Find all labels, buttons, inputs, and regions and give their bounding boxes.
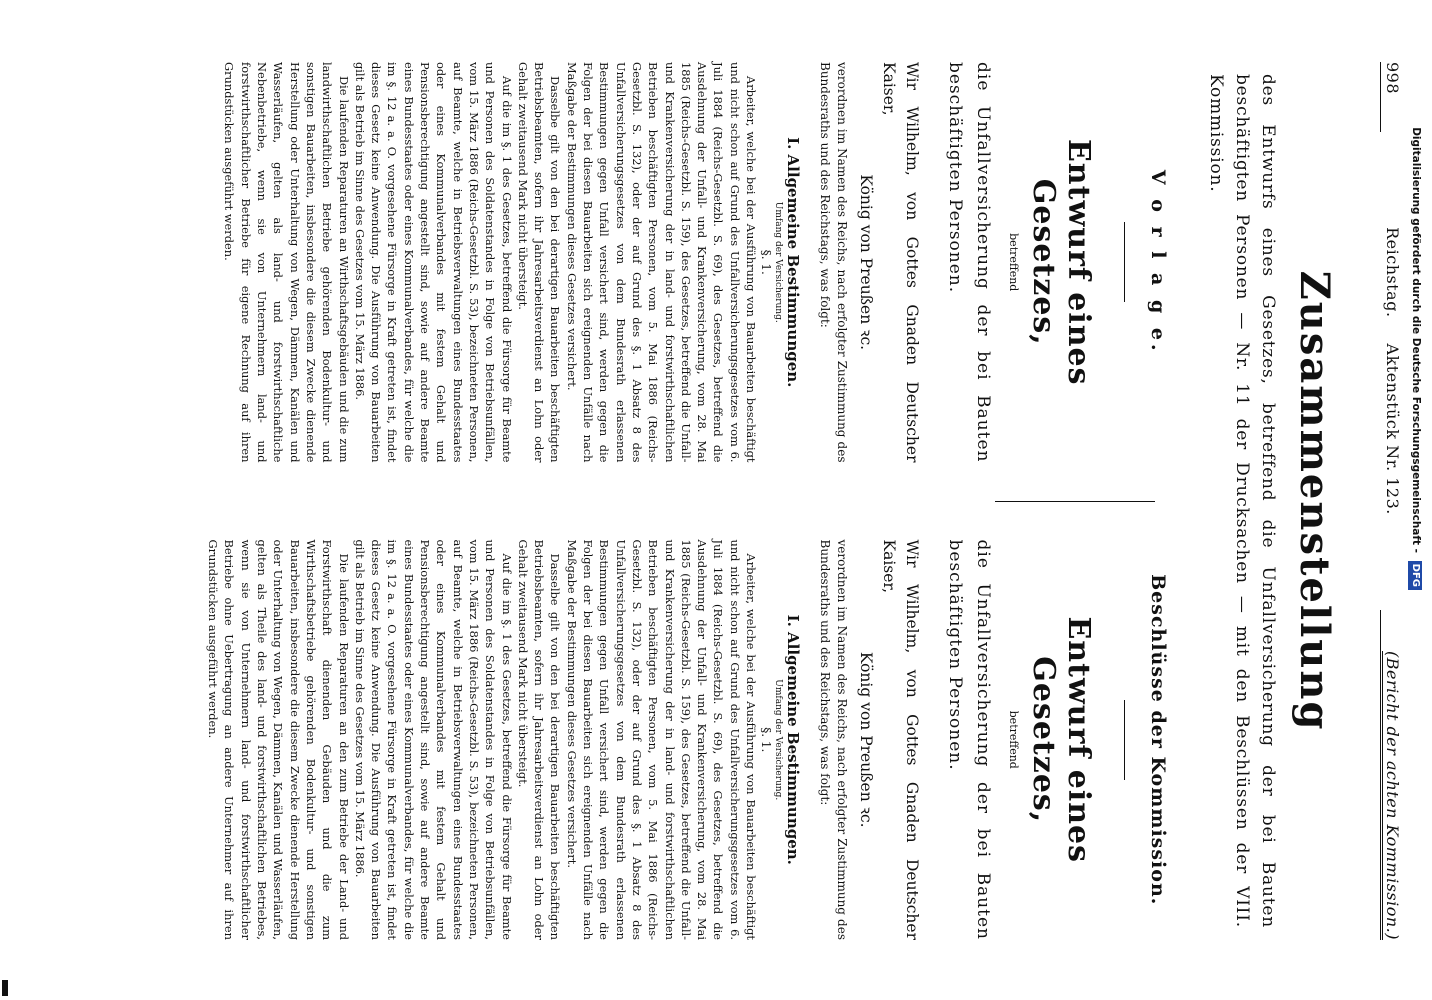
preamble-name: Wir Wilhelm, von Gottes Gnaden Deutscher Kaiser,	[880, 539, 921, 940]
running-head-reichstag: Reichstag.	[1383, 227, 1402, 318]
document-title: Zusammenstellung	[1291, 270, 1338, 732]
paragraph-mark: §. 1.	[759, 249, 773, 275]
preamble-verordnen: verordnen im Namen des Reichs, nach erfolgter Zustimmung des Bundesraths und des Reichstags, was folgt:	[818, 539, 849, 940]
section-title: I. Allgemeine Bestimmungen.	[784, 137, 802, 388]
column-beschluesse	[205, 540, 1195, 941]
section-subtitle: Umfang der Versicherung.	[773, 679, 783, 801]
column-heading-vorlage: V o r l a g e.	[1147, 169, 1169, 355]
column-heading-beschluesse: Beschlüsse der Kommission.	[1147, 574, 1169, 906]
paragraph: Die laufenden Reparaturen an Wirthschaftsgebäuden und die zum landwirthschaftlichen Betriebe gehörenden Bodenkultur- und sonstigen Bauarbeiten, insbesondere die diesem Zwecke dienende Herstellung oder Unterhaltung von Wegen, Dämmen, Kanälen und Wasserläufen, gelten als land- und forstwirthschaftliche Nebenbetriebe, wenn sie von Unternehmern land- und forstwirthschaftlicher Betriebe für eigene Rechnung auf ihren Grundstücken ausgeführt werden.	[222, 62, 351, 463]
dfg-logo: DFG	[1408, 561, 1422, 590]
paragraph: Dasselbe gilt von den bei derartigen Bauarbeiten beschäftigten Betriebsbeamten, sofern ihr Jahresarbeitsverdienst an Lohn oder Gehalt zweitausend Mark nicht übersteigt.	[515, 62, 563, 463]
paragraph: Die laufenden Reparaturen an den zum Betriebe der Land- und Forstwirthschaft dienenden Gebäuden und die zum Wirthschaftsbetriebe gehörenden Bodenkultur- und sonstigen Bauarbeiten, insbesondere die diesem Zwecke dienende Herstellung oder Unterhaltung von Wegen, Dämmen, Kanälen und Wasserläufen, gelten als Theile des land- und forstwirthschaftlichen Betriebes, wenn sie von Unternehmern land- und forstwirthschaftlicher Betriebe ohne Uebertragung an andere Unternehmer auf ihren Grundstücken ausgeführt werden.	[206, 539, 351, 940]
paragraph: Auf die im §. 1 des Gesetzes, betreffend die Fürsorge für Beamte und Personen des Soldatenstandes in Folge von Betriebsunfällen, vom 15. März 1886 (Reichs-Gesetzbl. S. 53), bezeichneten Personen, auf Beamte, welche in Betriebsverwaltungen eines Bundesstaates oder eines Kommunalverbandes mit festem Gehalt und Pensionsberechtigung angestellt sind, sowie auf andere Beamte eines Bundesstaates oder eines Kommunalverbandes, für welche die im §. 12 a. a. O. vorgesehene Fürsorge in Kraft getreten ist, findet dieses Gesetz keine Anwendung. Die Ausführung von Bauarbeiten gilt als Betrieb im Sinne des Gesetzes vom 15. März 1886.	[352, 62, 514, 463]
running-head-right: (Bericht der achten Kommission.)	[1383, 651, 1402, 940]
preamble-name: Wir Wilhelm, von Gottes Gnaden Deutscher Kaiser,	[880, 62, 921, 463]
betreffend-label: betreffend	[1007, 233, 1020, 292]
digitization-strip	[1406, 10, 1426, 590]
paragraph-body	[221, 62, 759, 463]
divider	[1124, 222, 1125, 302]
divider	[1124, 700, 1125, 780]
paragraph: Arbeiter, welche bei der Ausführung von Bauarbeiten beschäftigt und nicht schon auf Grund des Unfallversicherungsgesetzes vom 6. Juli 1884 (Reichs-Gesetzbl. S. 69), des Gesetzes, betreffend die Ausdehnung der Unfall- und Krankenversicherung, vom 28. Mai 1885 (Reichs-Gesetzbl. S. 159), des Gesetzes, betreffend die Unfall- und Krankenversicherung der in land- und forstwirthschaftlichen Betrieben beschäftigten Personen, vom 5. Mai 1886 (Reichs-Gesetzbl. S. 132), oder der auf Grund des §. 1 Absatz 8 des Unfallversicherungsgesetzes von dem Bundesrath erlassenen Bestimmungen gegen Unfall versichert sind, werden gegen die Folgen der bei diesen Bauarbeiten sich ereignenden Unfälle nach Maßgabe der Bestimmungen dieses Gesetzes versichert.	[564, 539, 758, 940]
digitization-note: Digitalisierung gefördert durch die Deutsche Forschungsgemeinschaft -	[1410, 127, 1422, 553]
document-subtitle: des Entwurfs eines Gesetzes, betreffend die Unfallversicherung der bei Bauten beschäftigten Personen — Nr. 11 der Drucksachen — mit den Beschlüssen der VIII. Kommission.	[1206, 74, 1278, 928]
column-vorlage	[205, 62, 1195, 463]
preamble-verordnen: verordnen im Namen des Reichs, nach erfolgter Zustimmung des Bundesraths und des Reichstags, was folgt:	[818, 62, 849, 463]
paragraph: Dasselbe gilt von den bei derartigen Bauarbeiten beschäftigten Betriebsbeamten, sofern ihr Jahresarbeitsverdienst an Lohn oder Gehalt zweitausend Mark nicht übersteigt.	[515, 539, 563, 940]
paragraph: Arbeiter, welche bei der Ausführung von Bauarbeiten beschäftigt und nicht schon auf Grund des Unfallversicherungsgesetzes vom 6. Juli 1884 (Reichs-Gesetzbl. S. 69), des Gesetzes, betreffend die Ausdehnung der Unfall- und Krankenversicherung, vom 28. Mai 1885 (Reichs-Gesetzbl. S. 159), des Gesetzes, betreffend die Unfall- und Krankenversicherung der in land- und forstwirthschaftlichen Betrieben beschäftigten Personen, vom 5. Mai 1886 (Reichs-Gesetzbl. S. 132), oder der auf Grund des §. 1 Absatz 8 des Unfallversicherungsgesetzes von dem Bundesrath erlassenen Bestimmungen gegen Unfall versichert sind, werden gegen die Folgen der bei diesen Bauarbeiten sich ereignenden Unfälle nach Maßgabe der Bestimmungen dieses Gesetzes versichert.	[564, 62, 758, 463]
paragraph: Auf die im §. 1 des Gesetzes, betreffend die Fürsorge für Beamte und Personen des Soldatenstandes in Folge von Betriebsunfällen, vom 15. März 1886 (Reichs-Gesetzbl. S. 53), bezeichneten Personen, auf Beamte, welche in Betriebsverwaltungen eines Bundesstaates oder eines Kommunalverbandes mit festem Gehalt und Pensionsberechtigung angestellt sind, sowie auf andere Beamte eines Bundesstaates oder eines Kommunalverbandes, für welche die im §. 12 a. a. O. vorgesehene Fürsorge in Kraft getreten ist, findet dieses Gesetz keine Anwendung. Die Ausführung von Bauarbeiten gilt als Betrieb im Sinne des Gesetzes vom 15. März 1886.	[352, 539, 514, 940]
preamble	[816, 540, 923, 941]
betreffend-label: betreffend	[1007, 710, 1020, 769]
page-number: 998	[1383, 62, 1402, 95]
entwurf-title: Entwurf eines Gesetzes,	[1026, 616, 1096, 864]
running-head-aktenstueck: Aktenstück Nr. 123.	[1383, 343, 1402, 515]
two-column-body	[205, 62, 1195, 940]
paragraph-body	[205, 540, 759, 941]
section-subtitle: Umfang der Versicherung.	[773, 201, 783, 323]
section-title: I. Allgemeine Bestimmungen.	[784, 614, 802, 865]
paragraph-mark: §. 1.	[759, 727, 773, 753]
entwurf-subtitle: die Unfallversicherung der bei Bauten beschäftigten Personen.	[945, 62, 993, 463]
preamble	[816, 62, 923, 463]
entwurf-subtitle: die Unfallversicherung der bei Bauten beschäftigten Personen.	[945, 539, 993, 940]
scan-edge-mark	[2, 980, 8, 996]
running-head	[1383, 62, 1402, 940]
head-rule	[1380, 62, 1381, 940]
preamble-king: König von Preußen ꝛc.	[857, 651, 875, 828]
preamble-king: König von Preußen ꝛc.	[857, 174, 875, 351]
column-divider	[995, 501, 1155, 502]
entwurf-title: Entwurf eines Gesetzes,	[1026, 138, 1096, 386]
